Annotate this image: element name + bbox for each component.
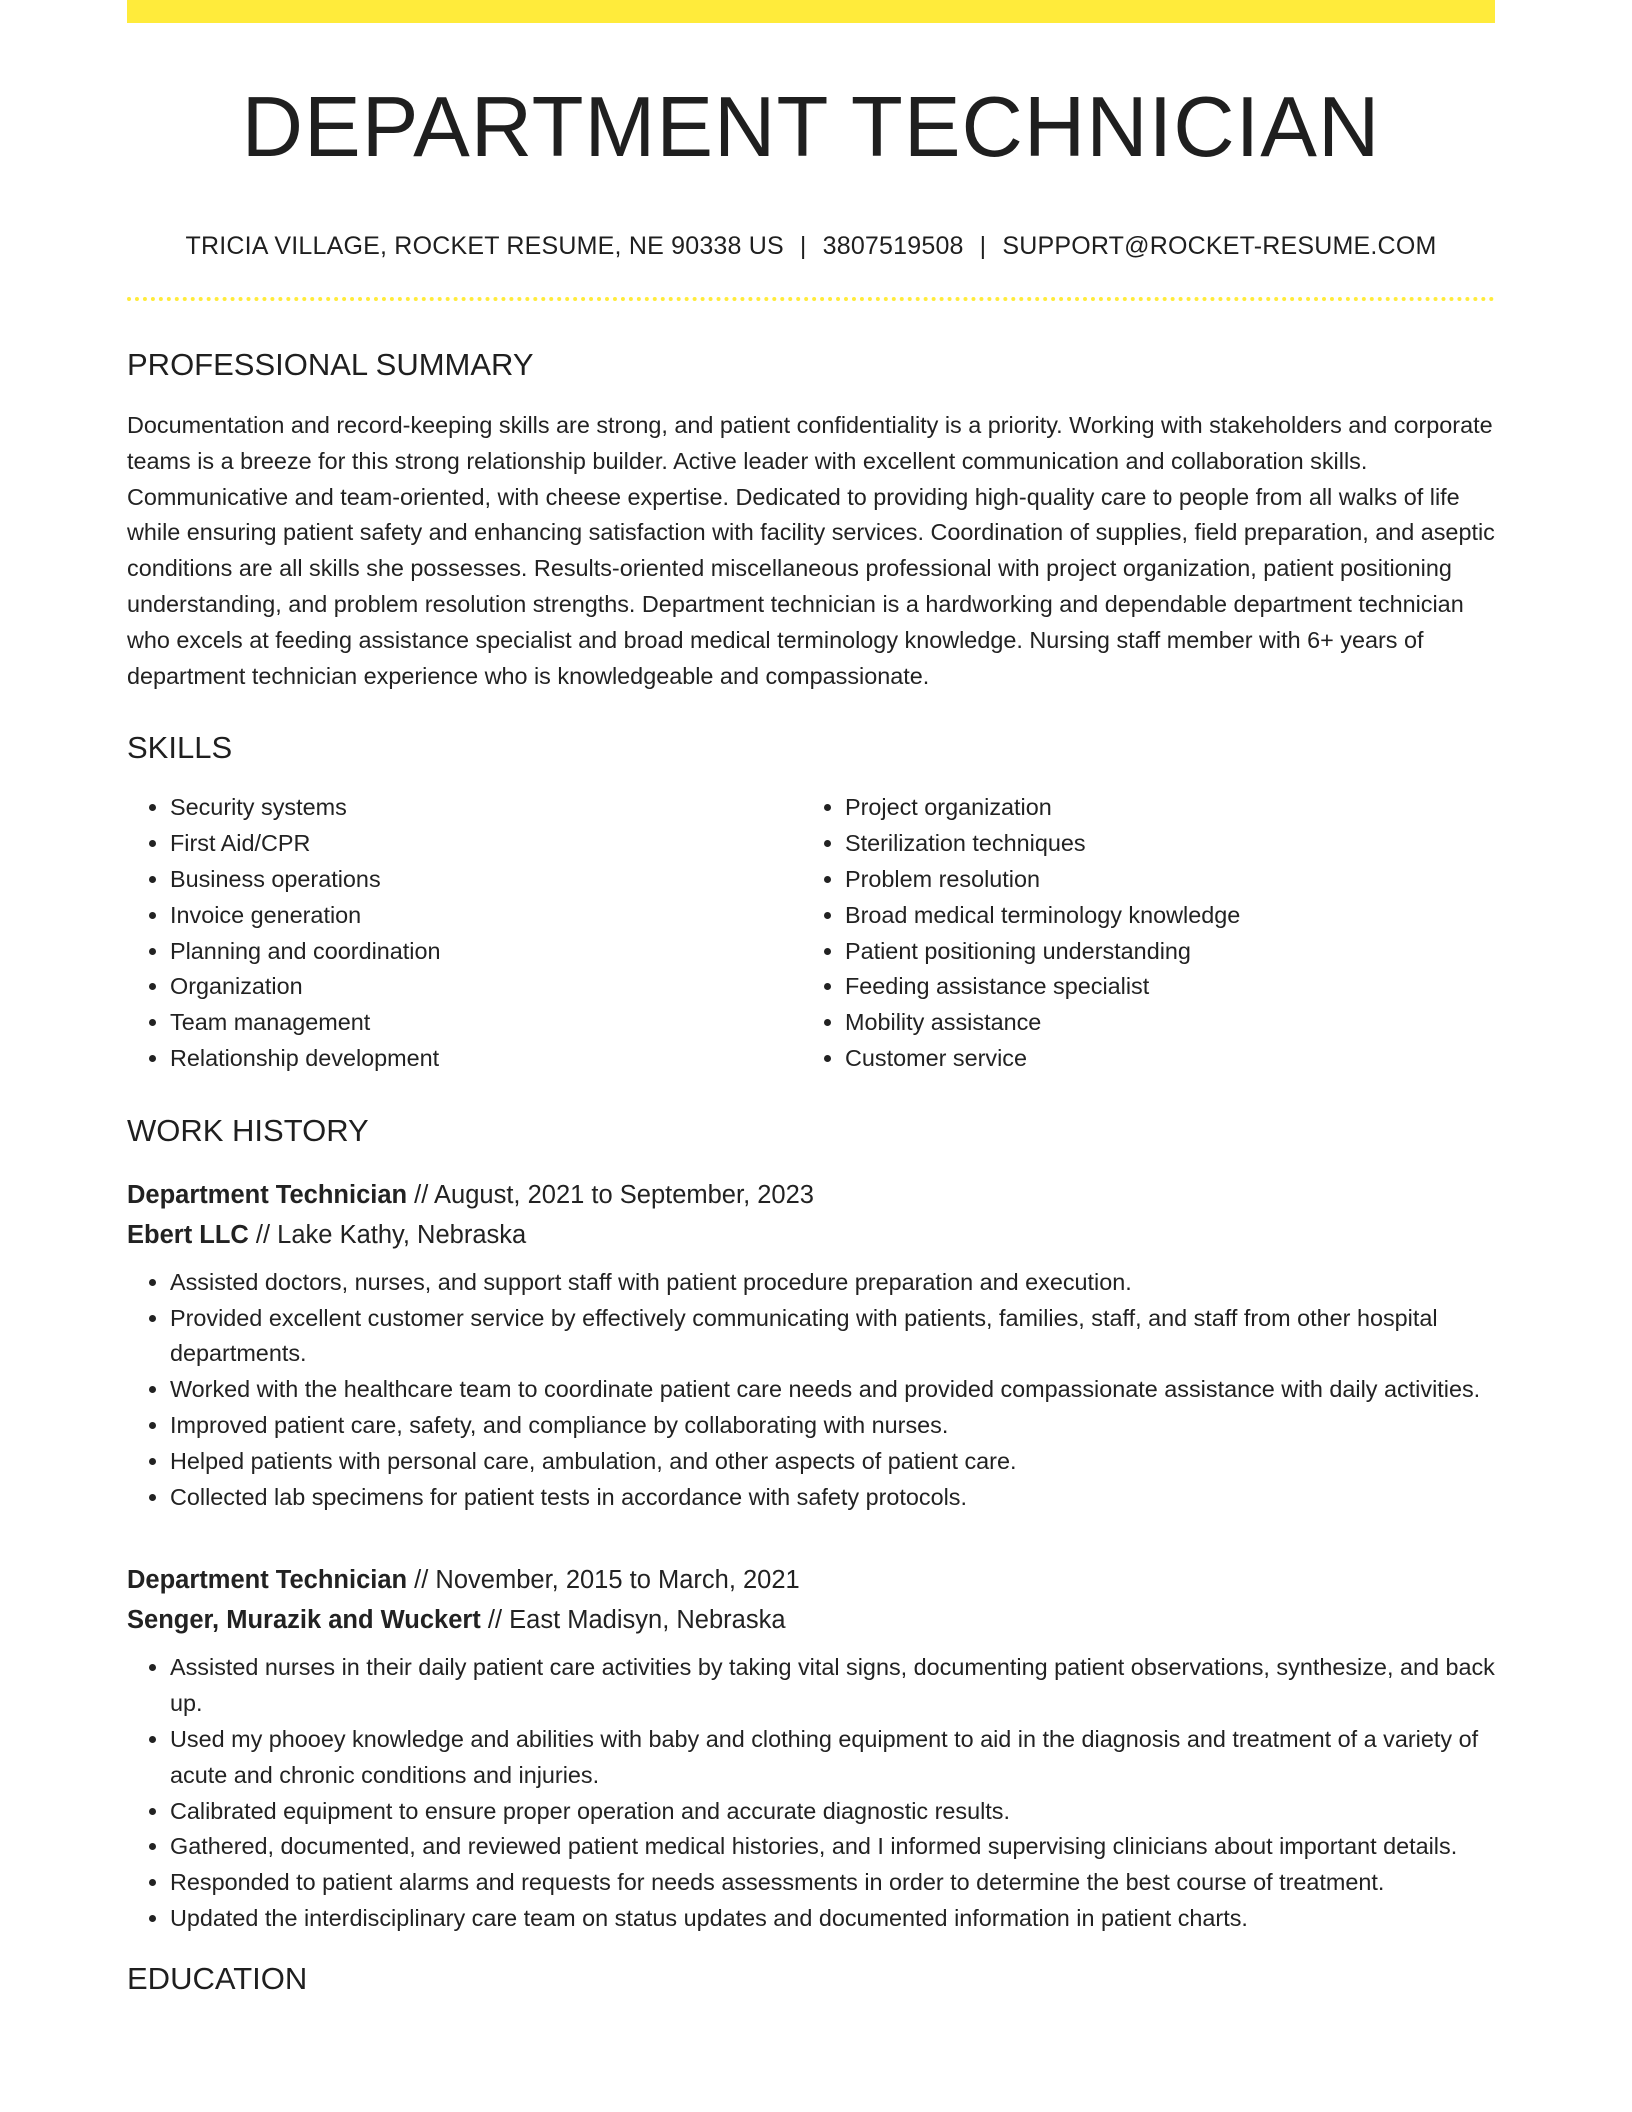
skill-item: • Relationship development <box>170 1041 802 1077</box>
skill-item: • Problem resolution <box>845 862 1495 898</box>
skill-item: • First Aid/CPR <box>170 826 802 862</box>
job-bullet: • Collected lab specimens for patient tests in accordance with safety protocols. <box>170 1480 1495 1516</box>
job-location: // Lake Kathy, Nebraska <box>248 1220 527 1249</box>
skill-item: • Patient positioning understanding <box>845 934 1495 970</box>
contact-line <box>127 234 1495 259</box>
job-bullet: • Responded to patient alarms and requests for needs assessments in order to determine the best course of treatment. <box>170 1865 1495 1901</box>
education-section <box>127 1960 1495 1996</box>
skills-heading: SKILLS <box>127 730 233 766</box>
skill-item: • Mobility assistance <box>845 1005 1495 1041</box>
skills-list-left <box>127 790 802 1076</box>
education-heading: EDUCATION <box>127 1960 308 1996</box>
job-bullet: • Updated the interdisciplinary care team on status updates and documented information in patient charts. <box>170 1901 1495 1937</box>
job-bullet: • Worked with the healthcare team to coordinate patient care needs and provided compassionate assistance with daily activities. <box>170 1372 1495 1408</box>
skill-item: • Business operations <box>170 862 802 898</box>
skill-item: • Invoice generation <box>170 898 802 934</box>
work-history-heading: WORK HISTORY <box>127 1112 369 1148</box>
summary-section <box>127 349 1495 694</box>
skill-item: • Project organization <box>845 790 1495 826</box>
summary-text: Documentation and record-keeping skills are strong, and patient confidentiality is a priority. Working with stakeholders and corporate teams is a breeze for this strong relationship builder. Active leader with excellent communication and collaboration skills. Communicative and team-oriented, with cheese expertise. Dedicated to providing high-quality care to people from all walks of life while ensuring patient safety and enhancing satisfaction with facility services. Coordination of supplies, field preparation, and aseptic conditions are all skills she possesses. Results-oriented miscellaneous professional with project organization, patient positioning understanding, and problem resolution strengths. Department technician is a hardworking and dependable department technician who excels at feeding assistance specialist and broad medical terminology knowledge. Nursing staff member with 6+ years of department technician experience who is knowledgeable and compassionate. <box>127 412 1495 689</box>
job-company-line <box>127 1215 1495 1255</box>
skill-item: • Planning and coordination <box>170 934 802 970</box>
summary-heading: PROFESSIONAL SUMMARY <box>127 347 534 382</box>
job-dates: // August, 2021 to September, 2023 <box>407 1180 814 1209</box>
job-company: Ebert LLC <box>127 1220 249 1249</box>
skill-item: • Security systems <box>170 790 802 826</box>
job-dates: // November, 2015 to March, 2021 <box>407 1566 800 1595</box>
skills-section <box>127 732 1495 1076</box>
contact-phone: 3807519508 <box>822 232 964 260</box>
skill-item: • Feeding assistance specialist <box>845 969 1495 1005</box>
contact-separator: | <box>799 232 807 260</box>
job-bullet: • Calibrated equipment to ensure proper operation and accurate diagnostic results. <box>170 1794 1495 1830</box>
work-history-section <box>127 1112 1495 1937</box>
job-title-line <box>127 1175 1495 1215</box>
skill-item: • Team management <box>170 1005 802 1041</box>
skill-item: • Customer service <box>845 1041 1495 1077</box>
job-bullet: • Improved patient care, safety, and compliance by collaborating with nurses. <box>170 1408 1495 1444</box>
job-bullet: • Provided excellent customer service by effectively communicating with patients, families, staff, and staff from other hospital departments. <box>170 1301 1495 1373</box>
job-location: // East Madisyn, Nebraska <box>480 1606 786 1635</box>
job-title: Department Technician <box>127 1180 408 1209</box>
resume-page <box>127 0 1495 1994</box>
skills-columns <box>127 790 1495 1076</box>
job-bullet: • Gathered, documented, and reviewed patient medical histories, and I informed supervising clinicians about important details. <box>170 1829 1495 1865</box>
job-entry <box>127 1560 1495 1936</box>
job-title: Department Technician <box>127 1566 408 1595</box>
top-accent-bar <box>127 0 1495 23</box>
job-entry <box>127 1175 1495 1516</box>
dotted-divider <box>127 297 1495 301</box>
skill-item: • Organization <box>170 969 802 1005</box>
job-bullets <box>127 1650 1495 1936</box>
job-bullet: • Used my phooey knowledge and abilities with baby and clothing equipment to aid in the diagnosis and treatment of a variety of acute and chronic conditions and injuries. <box>170 1722 1495 1794</box>
resume-name: DEPARTMENT TECHNICIAN <box>241 80 1381 175</box>
job-company: Senger, Murazik and Wuckert <box>127 1606 481 1635</box>
job-bullet: • Helped patients with personal care, ambulation, and other aspects of patient care. <box>170 1444 1495 1480</box>
job-bullets <box>127 1265 1495 1516</box>
contact-email: SUPPORT@ROCKET-RESUME.COM <box>1002 232 1437 260</box>
contact-separator: | <box>979 232 987 260</box>
skill-item: • Broad medical terminology knowledge <box>845 898 1495 934</box>
contact-address: TRICIA VILLAGE, ROCKET RESUME, NE 90338 US <box>185 232 784 260</box>
job-company-line <box>127 1600 1495 1640</box>
skills-list-right <box>802 790 1495 1076</box>
job-bullet: • Assisted nurses in their daily patient care activities by taking vital signs, documenting patient observations, synthesize, and back up. <box>170 1650 1495 1722</box>
job-bullet: • Assisted doctors, nurses, and support staff with patient procedure preparation and execution. <box>170 1265 1495 1301</box>
skill-item: • Sterilization techniques <box>845 826 1495 862</box>
job-title-line <box>127 1560 1495 1600</box>
